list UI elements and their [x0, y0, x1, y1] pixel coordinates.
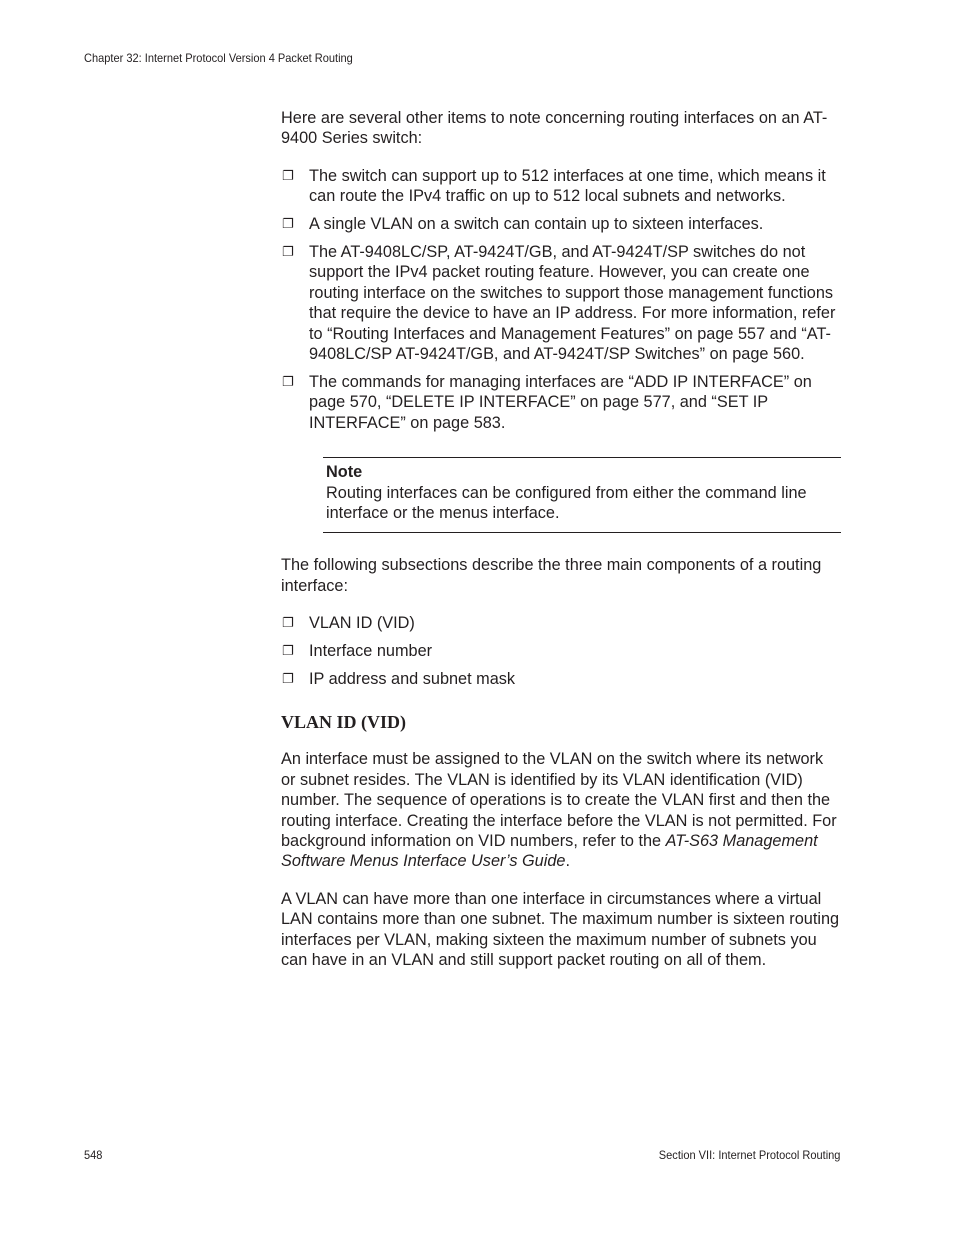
- page-number: 548: [84, 1148, 103, 1162]
- list-item: ❐ Interface number: [282, 642, 433, 661]
- list-item: ❐ The switch can support up to 512 interfaces at one time, which means it can route the IPv4 traffic on up to 512 local subnets and networks.: [282, 166, 826, 206]
- list-item: ❐ A single VLAN on a switch can contain up to sixteen interfaces.: [282, 215, 764, 234]
- checkbox-bullet-icon: ❐: [282, 374, 294, 390]
- note-title: Note: [326, 463, 363, 482]
- list-item: ❐ IP address and subnet mask: [282, 670, 516, 689]
- vlan-paragraph-1: An interface must be assigned to the VLAN on the switch where its network or subnet resides. The VLAN is identified by its VLAN identification (VID) number. The sequence of operations is to create the VLAN first and then the routing interface. Creating the interface before the VLAN is not permitted. For background information on VID numbers, refer to the AT-S63 Management Software Menus Interface User’s Guide.: [281, 750, 837, 871]
- note-box: [323, 457, 841, 533]
- checkbox-bullet-icon: ❐: [282, 616, 294, 632]
- guide-title: AT-S63 Management Software Menus Interface User’s Guide: [281, 832, 818, 871]
- note-text: Routing interfaces can be configured from either the command line interface or the menus interface.: [326, 483, 807, 522]
- checkbox-bullet-icon: ❐: [282, 672, 294, 688]
- notes-list: [281, 166, 841, 433]
- running-header: Chapter 32: Internet Protocol Version 4 Packet Routing: [84, 51, 353, 65]
- vlan-paragraph-2: A VLAN can have more than one interface in circumstances where a virtual LAN contains more than one subnet. The maximum number is sixteen routing interfaces per VLAN, making sixteen the maximum number of subnets you can have in an VLAN and still support packet routing on all of them.: [281, 889, 840, 970]
- checkbox-bullet-icon: ❐: [282, 217, 294, 233]
- list-item: ❐ The AT-9408LC/SP, AT-9424T/GB, and AT-9424T/SP switches do not support the IPv4 packet routing feature. However, you can create one routing interface on the switches to support those management functions that require the device to have an IP address. For more information, refer to “Routing Interfaces and Management Features” on page 557 and “AT-9408LC/SP AT-9424T/GB, and AT-9424T/SP Switches” on page 560.: [282, 243, 836, 364]
- running-footer: Section VII: Internet Protocol Routing: [658, 1148, 840, 1162]
- checkbox-bullet-icon: ❐: [282, 168, 294, 184]
- section-heading: VLAN ID (VID): [281, 712, 406, 733]
- components-list: [281, 613, 841, 689]
- checkbox-bullet-icon: ❐: [282, 644, 294, 660]
- intro-paragraph: Here are several other items to note concerning routing interfaces on an AT-9400 Series switch:: [281, 109, 828, 148]
- list-item: ❐ The commands for managing interfaces are “ADD IP INTERFACE” on page 570, “DELETE IP INTERFACE” on page 577, and “SET IP INTERFACE” on page 583.: [282, 372, 812, 432]
- checkbox-bullet-icon: ❐: [282, 245, 294, 261]
- page-body: [281, 108, 841, 988]
- list-item: ❐ VLAN ID (VID): [282, 614, 415, 633]
- subsections-intro: The following subsections describe the three main components of a routing interface:: [281, 556, 822, 595]
